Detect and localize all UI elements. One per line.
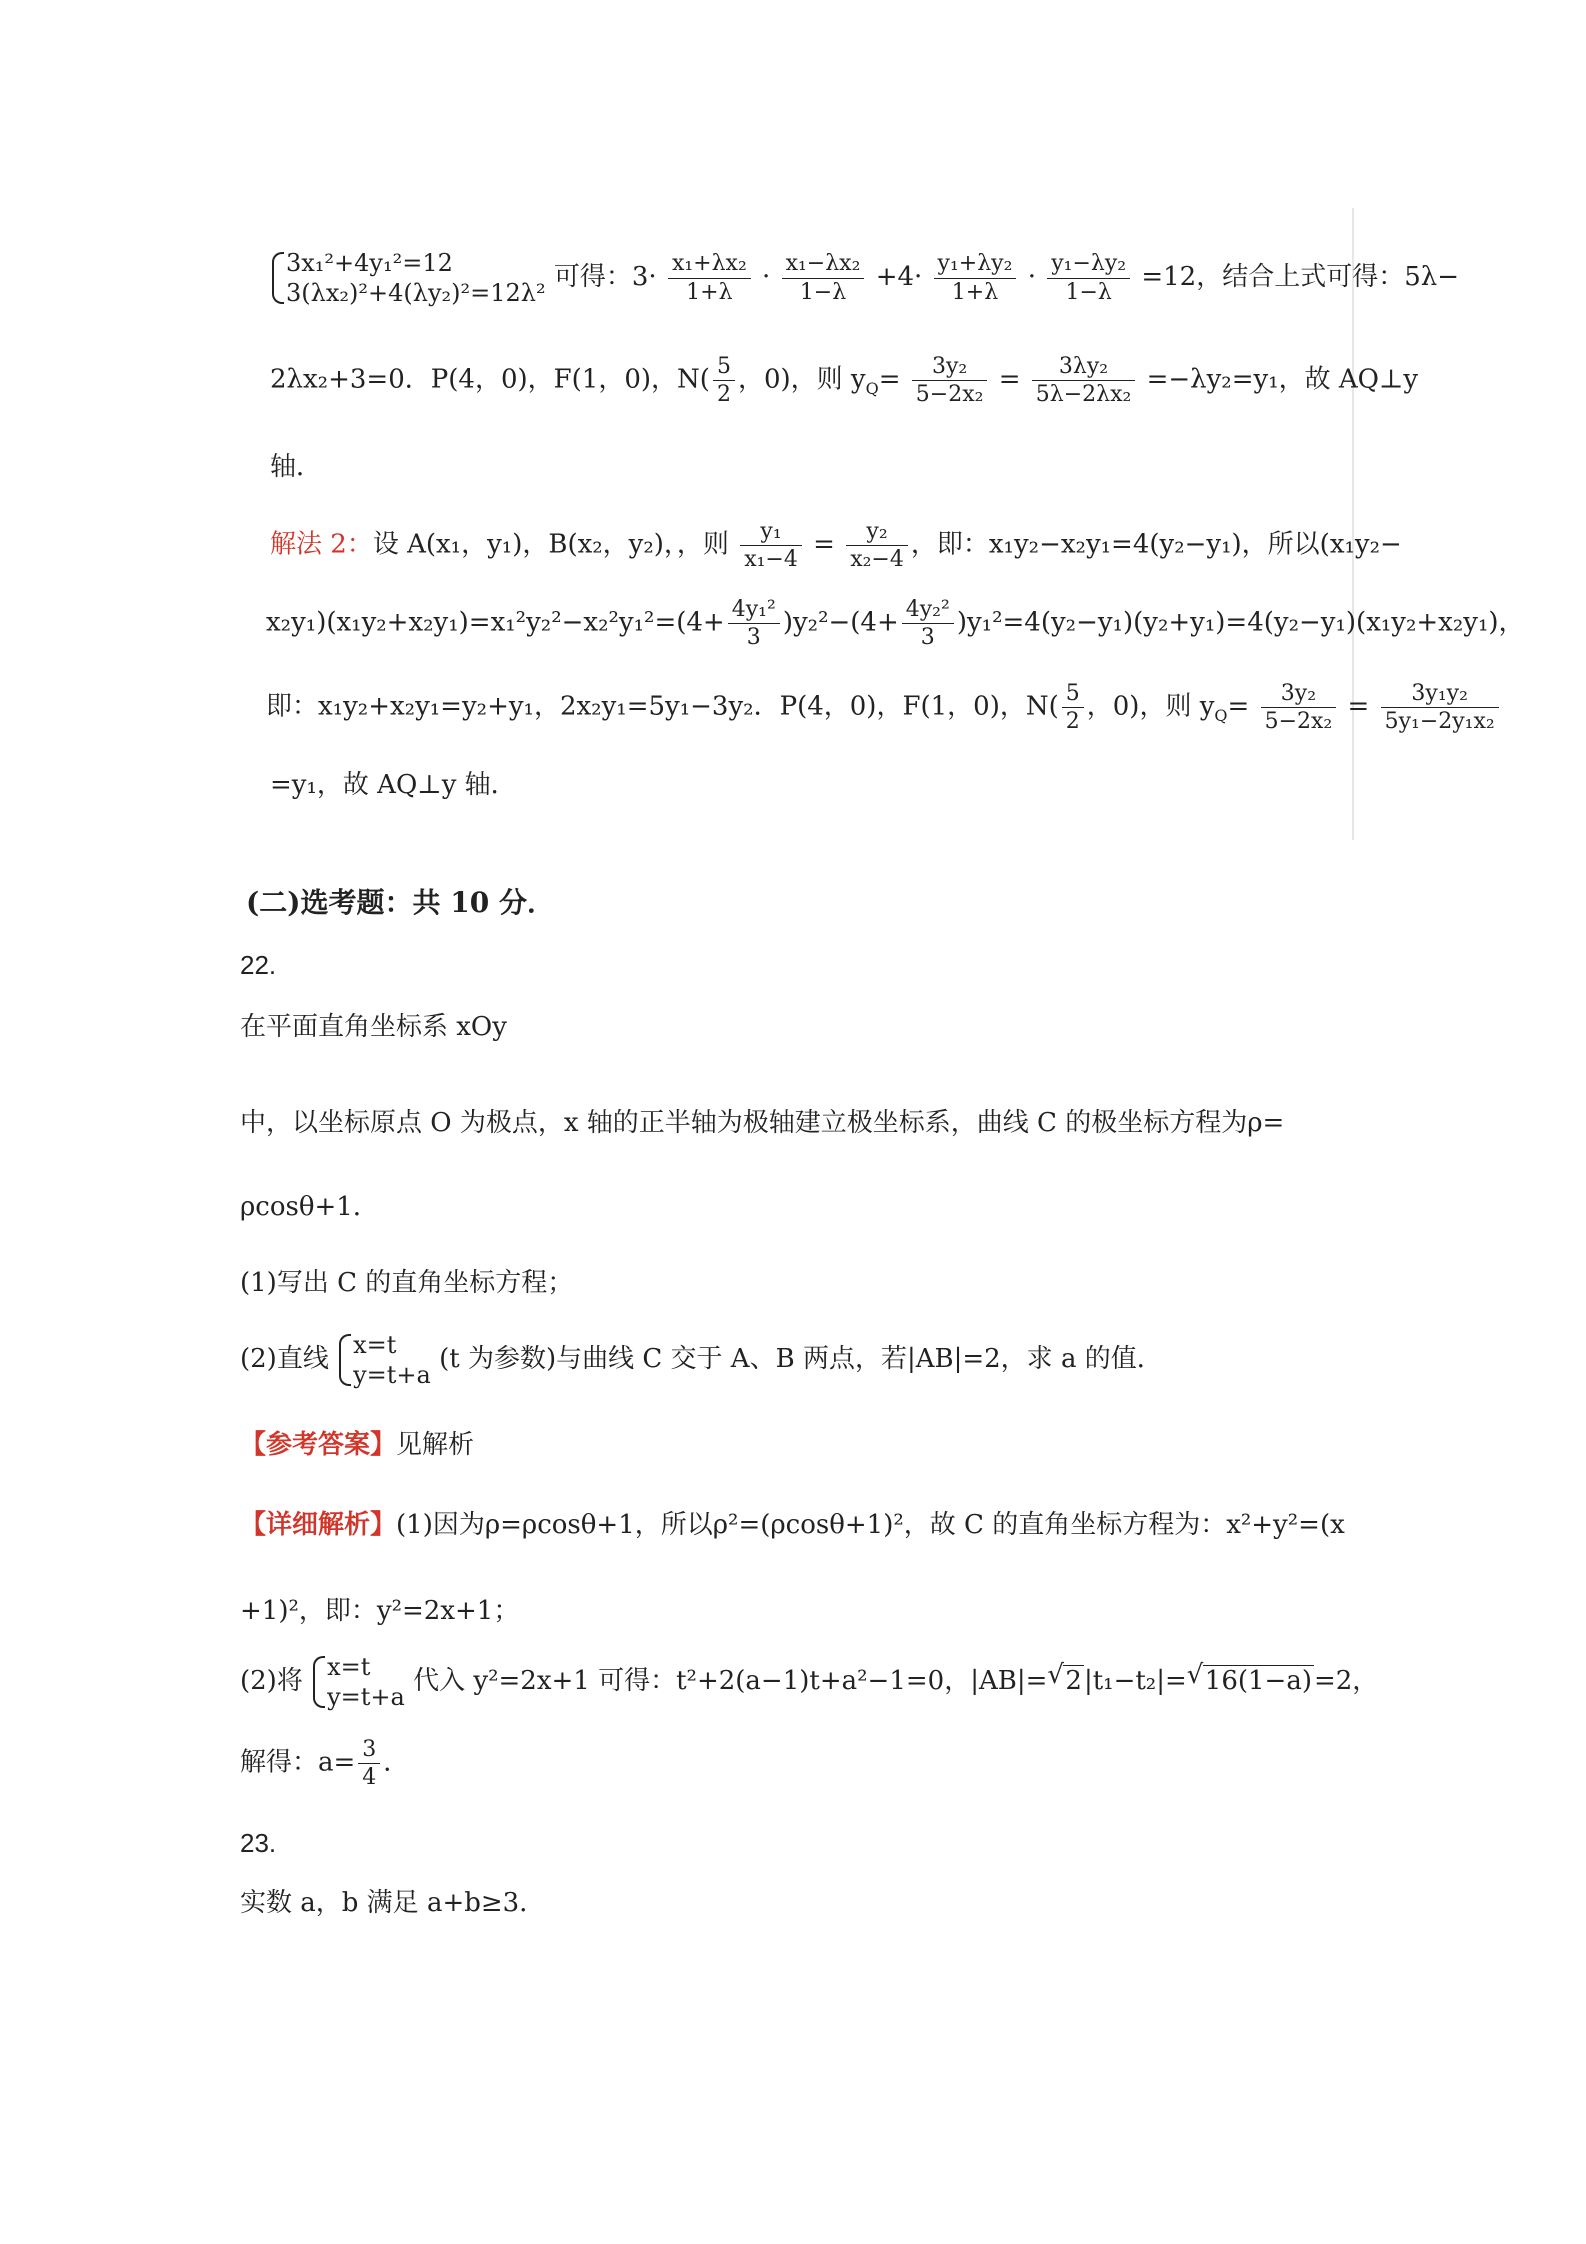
sol1-line1: 3x₁²+4y₁²=12 3(λx₂)²+4(λy₂)²=12λ² 可得：3· $\frac{\text{x₁+λx₂}}{1+\lambda}$ · $\frac{\text{x₁−λx₂}}{1-\lambda}$ +4· $\frac{\text{y₁+λy₂}}{1+\lambda}$ · $\frac{\text{y₁−λy₂}}{1-\lambda}$ =12，结合上式可得：5λ− xyxy=(270,248,1459,308)
fraction: $\frac{\text{4y₂²}}{3}$ xyxy=(902,598,954,649)
q22-part1: (1)写出 C 的直角坐标方程； xyxy=(240,1268,574,1298)
fraction: $\frac{5}{2}$ xyxy=(713,355,735,406)
section-title: (二)选考题：共 10 分． xyxy=(246,886,555,919)
q23-line1: 实数 a，b 满足 a+b≥3． xyxy=(240,1888,546,1918)
detail-line2: +1)²，即：y²=2x+1； xyxy=(240,1596,520,1626)
fraction: $\frac{\text{x₁+λx₂}}{1+\lambda}$ xyxy=(668,252,751,303)
sol2-line3: 即：x₁y₂+x₂y₁=y₂+y₁，2x₂y₁=5y₁−3y₂．P(4，0)，F(1，0)，N( $\frac{5}{2}$ ，0)，则 $y_Q=$ $\frac{\text{3y₂}}{\text{5−2x₂}}$ = $\frac{\text{3y₁y₂}}{\text{5y₁−2y₁x₂}}$ xyxy=(266,682,1502,733)
fraction: $\frac{\text{x₁−λx₂}}{1-\lambda}$ xyxy=(782,252,865,303)
question-number: 22. xyxy=(240,950,277,980)
detail-line3: (2)将 x=t y=t+a 代入 y²=2x+1 可得：t²+2(a−1)t+a²−1=0，|AB|=√ 2|t₁−t₂|=√ 16(1−a)=2， xyxy=(240,1652,1378,1712)
fraction: $\frac{\text{y₁−λy₂}}{1-\lambda}$ xyxy=(1047,252,1130,303)
sol1-line3: 轴． xyxy=(270,452,323,482)
text: 可得：3· xyxy=(553,262,657,292)
fraction: $\frac{\text{4y₁²}}{3}$ xyxy=(728,598,780,649)
parametric-system: x=t y=t+a xyxy=(337,1330,431,1390)
q22-line2: 中，以坐标原点 O 为极点，x 轴的正半轴为极轴建立极坐标系，曲线 C 的极坐标方程为ρ= xyxy=(240,1108,1285,1138)
fraction: $\frac{\text{3y₂}}{\text{5−2x₂}}$ xyxy=(912,355,988,406)
text: =12，结合上式可得：5λ− xyxy=(1141,262,1460,292)
fraction: $\frac{3}{4}$ xyxy=(358,1738,380,1789)
q22-part2: (2)直线 x=t y=t+a (t 为参数)与曲线 C 交于 A、B 两点，若|AB|=2，求 a 的值． xyxy=(240,1331,1163,1389)
sol2-line4: =y₁，故 AQ⊥y 轴． xyxy=(270,770,517,800)
detail-line1: 【详细解析】(1)因为ρ=ρcosθ+1，所以ρ²=(ρcosθ+1)²，故 C 的直角坐标方程为：x²+y²=(x xyxy=(240,1510,1345,1540)
fraction: $\frac{\text{y₁+λy₂}}{1+\lambda}$ xyxy=(934,252,1017,303)
fraction: $\frac{\text{3λy₂}}{\text{5λ−2λx₂}}$ xyxy=(1032,355,1136,406)
q22-line1: 在平面直角坐标系 xOy xyxy=(240,1012,507,1042)
answer-line: 【参考答案】见解析 xyxy=(240,1430,475,1460)
system-eq-1: 3x₁²+4y₁²=12 xyxy=(286,249,453,277)
parametric-system: x=t y=t+a xyxy=(311,1652,405,1712)
sol2-line1: 解法 2：设 A(x₁，y₁)，B(x₂，y₂)，，则 $\frac{\text{y₁}}{\text{x₁−4}}$ = $\frac{\text{y₂}}{\text{x₂−4}}$ ，即：x₁y₂−x₂y₁=4(y₂−y₁)，所以(x₁y₂− xyxy=(270,519,1402,573)
q22-line3: ρcosθ+1． xyxy=(240,1192,379,1222)
fraction: $\frac{\text{y₂}}{\text{x₂−4}}$ xyxy=(846,520,908,571)
answer-label: 【参考答案】 xyxy=(240,1430,397,1460)
fraction: $\frac{\text{3y₁y₂}}{\text{5y₁−2y₁x₂}}$ xyxy=(1381,682,1499,733)
question-number: 23. xyxy=(240,1828,277,1858)
system-eq-2: 3(λx₂)²+4(λy₂)²=12λ² xyxy=(286,279,546,307)
detail-line4: 解得：a= $\frac{3}{4}$ ． xyxy=(240,1737,410,1791)
detail-label: 【详细解析】 xyxy=(240,1510,397,1540)
solution-label: 解法 2： xyxy=(270,529,373,560)
fraction: $\frac{5}{2}$ xyxy=(1062,682,1084,733)
sol1-line2: 2λx₂+3=0．P(4，0)，F(1，0)，N( $\frac{5}{2}$ ，0)，则 $y_Q=$ $\frac{\text{3y₂}}{\text{5−2x₂}}$ = $\frac{\text{3λy₂}}{\text{5λ−2λx₂}}$ =−λy₂=y₁，故 AQ⊥y xyxy=(270,354,1419,408)
sqrt: √ 2 xyxy=(1063,1665,1084,1697)
equation-system xyxy=(270,248,546,308)
sqrt: √ 16(1−a) xyxy=(1203,1665,1314,1697)
fraction: $\frac{\text{y₁}}{\text{x₁−4}}$ xyxy=(740,520,802,571)
sol2-line2: x₂y₁)(x₁y₂+x₂y₁)=x₁²y₂²−x₂²y₁²=(4+ $\frac{\text{4y₁²}}{3}$ )y₂²−(4+ $\frac{\text{4y₂²}}{3}$ )y₁²=4(y₂−y₁)(y₂+y₁)=4(y₂−y₁)(x₁y₂+x₂y₁)， xyxy=(266,597,1525,651)
fraction: $\frac{\text{3y₂}}{\text{5−2x₂}}$ xyxy=(1261,682,1337,733)
